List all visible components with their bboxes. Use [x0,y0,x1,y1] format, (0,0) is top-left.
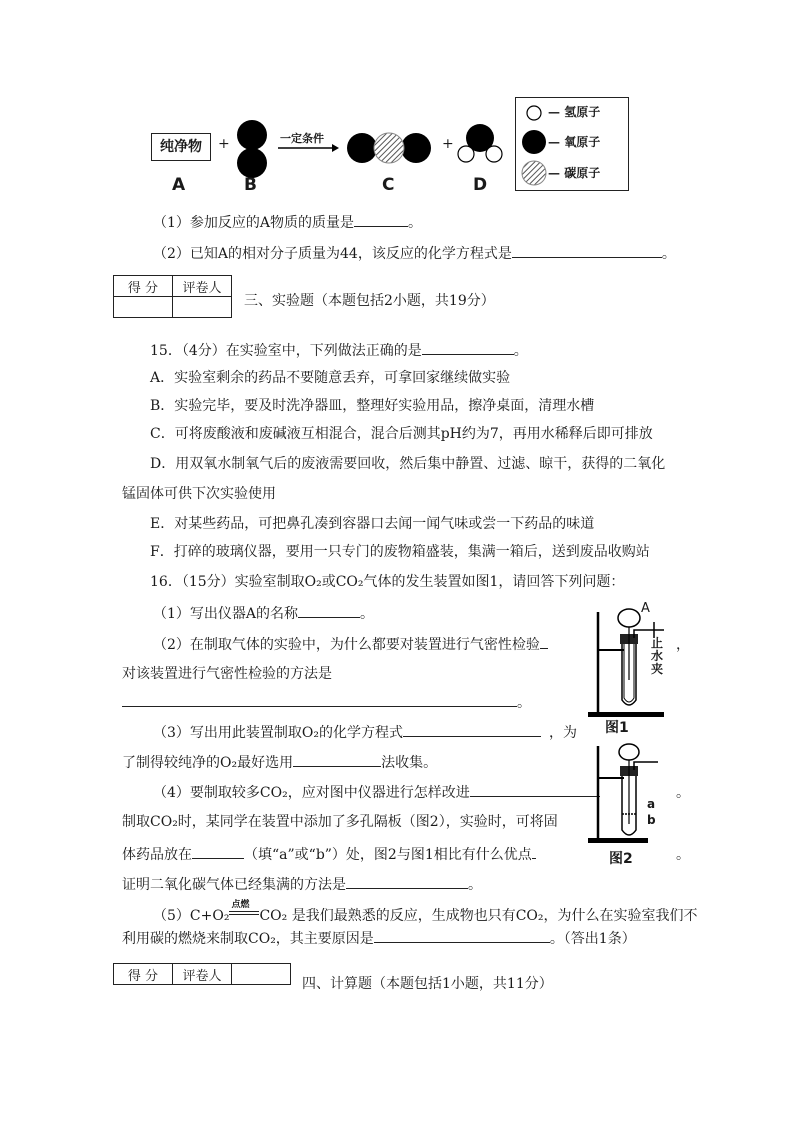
combustion-condition: 点燃 [229,906,259,920]
q14-sub2: （2）已知A的相对分子质量为44，该反应的化学方程式是 。 [153,243,676,264]
reaction-arrow-icon [276,143,340,153]
molecule-d-icon [456,123,504,165]
q16-sub5-a: （5）C+O₂ 点燃 CO₂ 是我们最熟悉的反应，生成物也只有CO₂，为什么在实验室我们不 [153,900,698,924]
answer-blank[interactable] [512,243,662,258]
answer-blank[interactable] [298,603,360,618]
score-label: 得 分 [114,964,173,985]
q16-sub4-b: 制取CO₂时，某同学在装置中添加了多孔隔板（图2），实验时，可将固 [122,814,558,830]
q15-option-c: C．可将废酸液和废碱液互相混合，混合后测其pH约为7，再用水稀释后即可排放 [150,426,653,442]
answer-blank[interactable] [192,844,244,859]
answer-blank[interactable] [403,722,541,737]
label-a: A [172,175,186,195]
q15-option-b: B．实验完毕，要及时洗净器皿，整理好实验用品，擦净桌面，清理水槽 [150,398,595,414]
label-d: D [473,175,488,195]
q16-sub4-c-end: 。 [676,847,690,863]
answer-blank[interactable] [540,634,548,649]
q16-sub2-a-end: ， [676,637,690,653]
label-c: C [382,175,395,195]
q16-stem: 16．（15分）实验室制取O₂或CO₂气体的发生装置如图1，请回答下列问题： [150,574,625,590]
grader-label: 评卷人 [173,964,232,985]
plus-sign-2: + [442,136,454,152]
reaction-condition: 一定条件 [280,132,324,145]
score-table-section3 [113,275,232,318]
legend-oxygen: — 氧原子 [548,135,601,149]
q16-sub4-a: （4）要制取较多CO₂，应对图中仪器进行怎样改进 [153,782,600,803]
grader-cell[interactable] [232,964,291,985]
fig1-label-a: A [641,601,650,616]
answer-blank[interactable] [374,928,550,943]
answer-blank[interactable] [532,844,536,859]
q15-option-e: E．对某些药品，可把鼻孔凑到容器口去闻一闻气味或尝一下药品的味道 [150,516,595,532]
q16-sub1: （1）写出仪器A的名称 。 [153,603,374,624]
q15-option-f: F．打碎的玻璃仪器，要用一只专门的废物箱盛装，集满一箱后，送到废品收购站 [150,544,650,560]
score-label: 得 分 [114,276,173,297]
pure-substance-box: 纯净物 [151,133,211,161]
molecule-b-icon [232,118,272,180]
atom-legend [515,97,629,191]
q16-sub2-blank-line: 。 [122,692,531,713]
clamp-label: 止 水 夹 [651,636,664,676]
answer-blank[interactable] [346,874,468,889]
molecule-c-icon [346,128,432,168]
answer-blank[interactable] [422,340,514,355]
q16-sub4-c: 体药品放在 （填“a”或“b”）处，图2与图1相比有什么优点 [122,844,536,865]
q15-stem: 15．（4分）在实验室中，下列做法正确的是 。 [150,340,528,361]
fig2-label-a: a [647,797,656,811]
fig1-caption: 图1 [605,720,629,736]
fig2-caption: 图2 [609,851,633,867]
q15-option-a: A．实验室剩余的药品不要随意丢弃，可拿回家继续做实验 [150,370,511,386]
legend-hydrogen: — 氢原子 [548,105,601,119]
fig2-label-b: b [647,813,656,827]
label-b: B [244,175,257,195]
grader-cell[interactable] [173,297,232,318]
hydrogen-atom-icon [524,103,544,123]
q15-option-d-cont: 锰固体可供下次实验使用 [122,486,276,502]
q16-sub2-b: 对该装置进行气密性检验的方法是 [122,666,332,682]
q16-sub4-a-end: 。 [676,785,690,801]
oxygen-atom-icon [520,128,548,156]
plus-sign: + [218,136,230,152]
q16-sub3-b: 了制得较纯净的O₂最好选用 法收集。 [122,752,437,773]
answer-blank[interactable] [470,782,600,797]
legend-carbon: — 碳原子 [548,166,601,180]
figure-2-apparatus [584,738,664,846]
answer-blank[interactable] [293,752,381,767]
answer-blank[interactable] [354,212,408,227]
q15-option-d: D．用双氧水制氧气后的废液需要回收，然后集中静置、过滤、晾干，获得的二氧化 [150,456,666,472]
score-cell[interactable] [114,297,173,318]
q16-sub5-b: 利用碳的燃烧来制取CO₂，其主要原因是 。（答出1条） [122,928,636,949]
q14-sub1: （1）参加反应的A物质的质量是 。 [153,212,422,233]
q16-sub4-d: 证明二氧化碳气体已经集满的方法是 。 [122,874,482,895]
grader-label: 评卷人 [173,276,232,297]
q16-sub2-a: （2）在制取气体的实验中，为什么都要对装置进行气密性检验 [153,634,548,655]
score-table-section4 [113,963,291,985]
section3-title: 三、实验题（本题包括2小题，共19分） [244,293,495,309]
section4-title: 四、计算题（本题包括1小题，共11分） [302,976,553,992]
q16-sub3-a: （3）写出用此装置制取O₂的化学方程式 ，为 [153,722,577,743]
carbon-atom-icon [520,159,548,187]
answer-blank[interactable] [122,692,517,707]
